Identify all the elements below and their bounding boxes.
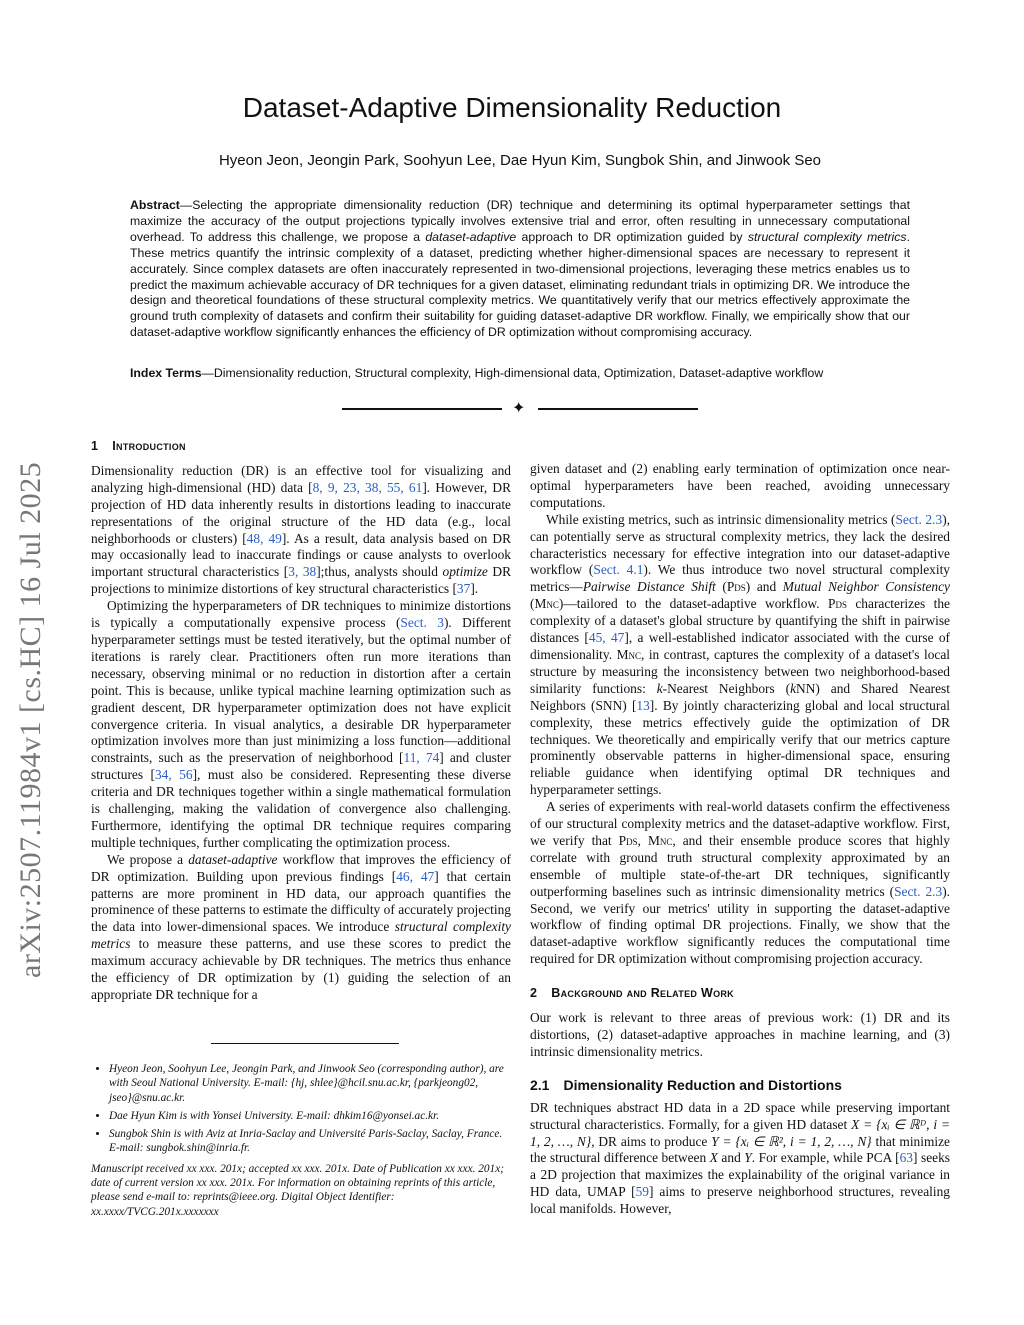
- citation-link[interactable]: 63: [899, 1150, 913, 1166]
- citation-link[interactable]: 48, 49: [246, 530, 282, 546]
- paper-title: Dataset-Adaptive Dimensionality Reduction: [242, 92, 782, 123]
- footnotes: [91, 1062, 511, 1219]
- citation-link[interactable]: 59: [635, 1184, 649, 1200]
- citation-link[interactable]: 34, 56: [154, 767, 193, 783]
- abstract-label: Abstract: [130, 198, 180, 212]
- footnote-affiliation: • Sungbok Shin is with Aviz at Inria-Saclay and Université Paris-Saclay, Saclay, France. E-mail: sungbok.shin@inria.fr.: [109, 1127, 511, 1156]
- citation-link[interactable]: 37: [456, 581, 471, 597]
- manuscript-note: Manuscript received xx xxx. 201x; accepted xx xxx. 201x. Date of Publication xx xxx. 201x; date of current version xx xxx. 201x. For information on obtaining reprints of this article, please send e-mail to: reprints@ieee.org. Digital Object Identifier: xx.xxxx/TVCG.201x.xxxxxxx: [91, 1162, 504, 1218]
- paragraph: Optimizing the hyperparameters of DR techniques to minimize distortions is typically a computationally expensive process (Sect. 3). Different hyperparameter settings must be tested iteratively, but the optimal number of iterations is rarely clear. Practitioners often run more iterations than necessary, observing minimal or no reduction in distortion after a certain point. This is because, unlike typical machine learning optimization such as gradient descent, DR hyperparameter optimization does not have explicit convergence criteria. In visual analytics, a desirable DR hyperparameter optimization involves more than just minimizing a loss function—additional constraints, such as the preservation of neighborhood [11, 74] and cluster structures [34, 56], must also be considered. Representing these diverse criteria and DR techniques together within a single mathematical formulation is challenging, making the validation of convergence also challenging. Furthermore, identifying the optimal DR technique requires comparing multiple techniques, further complicating the optimization process.: [91, 598, 512, 850]
- left-column: [91, 438, 511, 1004]
- section-heading-background: 2 Background and Related Work: [530, 986, 734, 1001]
- index-terms-label: Index Terms: [130, 366, 202, 380]
- paragraph: We propose a dataset-adaptive workflow that improves the efficiency of DR optimization. Building upon previous findings [46, 47] that certain patterns are more prominent in HD data, our approach quantifies the prominence of these patterns to estimate the difficulty of accurately projecting the data into lower-dimensional spaces. We introduce structural complexity metrics to measure these patterns, and use these scores to predict the maximum accuracy achievable by DR techniques. The metrics thus enhance the efficiency of DR optimization by (1) guiding the selection of an appropriate DR technique for a: [91, 851, 512, 1002]
- citation-link[interactable]: 45, 47: [588, 630, 625, 646]
- paragraph: While existing metrics, such as intrinsic dimensionality metrics (Sect. 2.3), can potentially serve as structural complexity metrics, they lack the desired characteristics necessary for effective integration into our dataset-adaptive workflow (Sect. 4.1). We thus introduce two novel structural complexity metrics—Pairwise Distance Shift (Pds) and Mutual Neighbor Consistency (Mnc)—tailored to the dataset-adaptive workflow. Pds characterizes the complexity of a dataset's global structure by quantifying the shift in pairwise distances [45, 47], a well-established indicator associated with the curse of dimensionality. Mnc, in contrast, captures the complexity of a dataset's local structure by measuring the inconsistency between two neighborhood-based similarity functions: k-Nearest Neighbors (kNN) and Shared Nearest Neighbors (SNN) [13]. By jointly characterizing global and local structural complexity, these metrics effectively guide the optimization of DR techniques. We theoretically and empirically verify that our metrics capture prominently observable patterns in higher-dimensional space, ensuring reliable guidance when identifying optimal DR techniques and hyperparameter settings.: [530, 511, 951, 798]
- footnote-rule: [211, 1043, 399, 1044]
- footnote-affiliation: • Dae Hyun Kim is with Yonsei University. E-mail: dhkim16@yonsei.ac.kr.: [109, 1109, 511, 1123]
- right-column: [530, 461, 950, 1218]
- paragraph: DR techniques abstract HD data in a 2D space while preserving important structural characteristics. Formally, for a given HD dataset X = {xᵢ ∈ ℝᴰ, i = 1, 2, …, N}, DR aims to produce Y = {xᵢ ∈ ℝ², i = 1, 2, …, N} that minimize the structural difference between X and Y. For example, while PCA [63] seeks a 2D projection that maximizes the explainability of the original variance in HD data, UMAP [59] aims to preserve neighborhood structures, revealing local manifolds. However,: [530, 1099, 950, 1217]
- subsection-heading-dr-distortions: 2.1 Dimensionality Reduction and Distortions: [530, 1076, 842, 1093]
- paragraph: given dataset and (2) enabling early termination of optimization once near-optimal hyperparameters have been reached, avoiding unnecessary computations.: [530, 461, 950, 510]
- paragraph: A series of experiments with real-world datasets confirm the effectiveness of our structural complexity metrics and the dataset-adaptive workflow. First, we verify that Pds, Mnc, and their ensemble produce scores that highly correlate with ground truth structural complexity approximated by an ensemble of multiple state-of-the-art DR techniques, significantly outperforming baselines such as intrinsic dimensionality metrics (Sect. 2.3). Second, we verify our metrics' utility in supporting the dataset-adaptive workflow of finding optimal DR projections. Finally, we show that the dataset-adaptive workflow significantly reduces the computational time required for DR optimization without compromising projection accuracy.: [530, 799, 950, 967]
- section-divider: [342, 399, 698, 419]
- citation-link[interactable]: 11, 74: [403, 750, 440, 766]
- arxiv-identifier: arXiv:2507.11984v1 [cs.HC] 16 Jul 2025: [14, 461, 47, 978]
- citation-link[interactable]: 46, 47: [396, 868, 435, 884]
- section-link[interactable]: Sect. 2.3: [895, 511, 943, 527]
- citation-link[interactable]: 13: [636, 697, 650, 713]
- section-link[interactable]: Sect. 2.3: [894, 883, 943, 899]
- paragraph: Dimensionality reduction (DR) is an effective tool for visualizing and analyzing high-dimensional (HD) data [8, 9, 23, 38, 55, 61]. However, DR projection of HD data inherently results in distortions leading to inaccurate representations of the original structure of the HD data (e.g., local neighborhoods or clusters) [48, 49]. As a result, data analysis based on DR may occasionally lead to inaccurate findings or cause analysts to overlook important structural characteristics [3, 38];thus, analysts should optimize DR projections to minimize distortions of key structural characteristics [37].: [91, 462, 512, 597]
- citation-link[interactable]: 3, 38: [288, 564, 317, 580]
- diamond-ornament-icon: ✦: [512, 400, 526, 417]
- index-terms: Index Terms—Dimensionality reduction, Structural complexity, High-dimensional data, Optimization, Dataset-adaptive workflow: [130, 366, 824, 380]
- abstract: Abstract—Selecting the appropriate dimensionality reduction (DR) technique and determining its optimal hyperparameter settings that maximize the accuracy of the output projections typically involves extensive trial and error, often resulting in unnecessary computational overhead. To address this challenge, we propose a dataset-adaptive approach to DR optimization guided by structural complexity metrics. These metrics quantify the intrinsic complexity of a dataset, predicting whether higher-dimensional spaces are necessary to represent it accurately. Since complex datasets are often inaccurately represented in two-dimensional projections, leveraging these metrics enables us to predict the maximum achievable accuracy of DR techniques for a given dataset, eliminating redundant trials in optimizing DR. We introduce the design and theoretical foundations of these structural complexity metrics. We quantitatively verify that our metrics effectively approximate the ground truth complexity of datasets and confirm their suitability for guiding dataset-adaptive DR workflow. Finally, we empirically show that our dataset-adaptive workflow significantly enhances the efficiency of DR optimization without compromising accuracy.: [130, 198, 910, 340]
- author-list: Hyeon Jeon, Jeongin Park, Soohyun Lee, Dae Hyun Kim, Sungbok Shin, and Jinwook Seo: [218, 152, 822, 169]
- section-link[interactable]: Sect. 3: [400, 615, 444, 631]
- section-link[interactable]: Sect. 4.1: [593, 562, 644, 578]
- section-heading-introduction: 1 Introduction: [91, 439, 186, 453]
- paragraph: Our work is relevant to three areas of previous work: (1) DR and its distortions, (2) dataset-adaptive approaches in machine learning, and (3) intrinsic dimensionality metrics.: [530, 1010, 950, 1059]
- citation-link[interactable]: 8, 9, 23, 38, 55, 61: [312, 479, 423, 495]
- footnote-affiliation: • Hyeon Jeon, Soohyun Lee, Jeongin Park, and Jinwook Seo (corresponding author), are with Seoul National University. E-mail: {hj, shlee}@hcil.snu.ac.kr, {parkjeong02, jseo}@snu.ac.kr.: [109, 1062, 511, 1105]
